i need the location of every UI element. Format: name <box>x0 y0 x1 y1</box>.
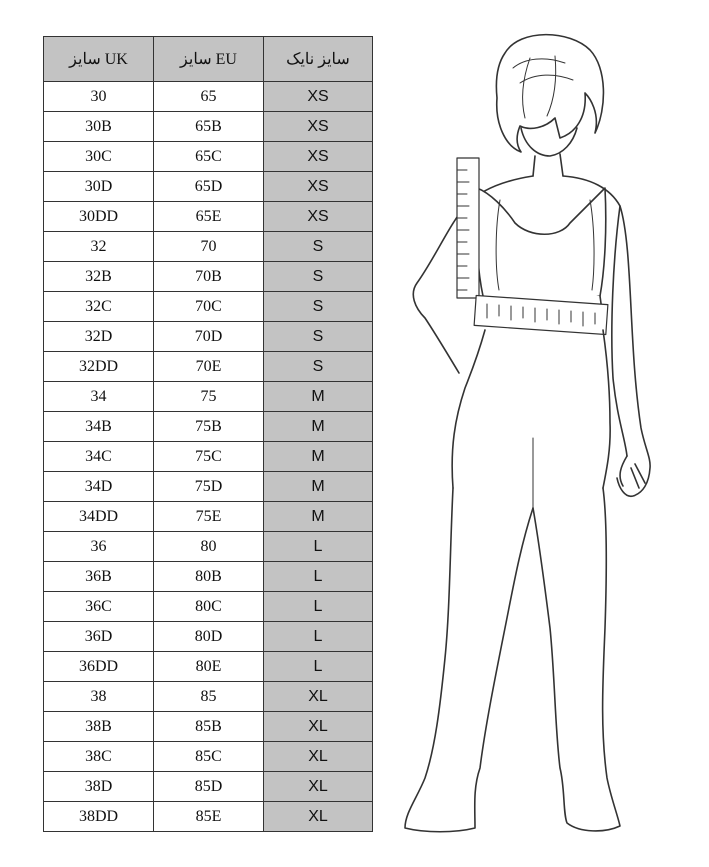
table-row <box>44 262 373 292</box>
table-row <box>44 622 373 652</box>
cell-uk: 32C <box>44 292 154 322</box>
cell-eu: 80D <box>154 622 264 652</box>
table-header-row <box>44 37 373 82</box>
cell-eu: 75E <box>154 502 264 532</box>
cell-nike: L <box>264 562 373 592</box>
header-uk: سایز UK <box>44 37 154 82</box>
cell-nike: M <box>264 502 373 532</box>
table-row <box>44 142 373 172</box>
cell-nike: XL <box>264 802 373 832</box>
table-row <box>44 202 373 232</box>
cell-uk: 32B <box>44 262 154 292</box>
cell-eu: 75D <box>154 472 264 502</box>
cell-nike: L <box>264 532 373 562</box>
table-row <box>44 172 373 202</box>
cell-eu: 70D <box>154 322 264 352</box>
cell-nike: L <box>264 622 373 652</box>
cell-uk: 34B <box>44 412 154 442</box>
cell-eu: 70E <box>154 352 264 382</box>
cell-nike: M <box>264 442 373 472</box>
cell-uk: 30 <box>44 82 154 112</box>
cell-eu: 80E <box>154 652 264 682</box>
cell-uk: 38 <box>44 682 154 712</box>
cell-uk: 36 <box>44 532 154 562</box>
cell-uk: 30B <box>44 112 154 142</box>
table-row <box>44 232 373 262</box>
table-row <box>44 382 373 412</box>
cell-uk: 34 <box>44 382 154 412</box>
table-row <box>44 82 373 112</box>
cell-uk: 36C <box>44 592 154 622</box>
cell-nike: XL <box>264 742 373 772</box>
cell-eu: 70B <box>154 262 264 292</box>
woman-measuring-tape-icon <box>395 28 665 843</box>
cell-nike: XS <box>264 142 373 172</box>
table-row <box>44 772 373 802</box>
cell-eu: 65B <box>154 112 264 142</box>
cell-uk: 38B <box>44 712 154 742</box>
table-row <box>44 802 373 832</box>
cell-uk: 32DD <box>44 352 154 382</box>
cell-uk: 36B <box>44 562 154 592</box>
table-row <box>44 412 373 442</box>
cell-eu: 65 <box>154 82 264 112</box>
cell-nike: S <box>264 232 373 262</box>
cell-uk: 32D <box>44 322 154 352</box>
cell-eu: 85 <box>154 682 264 712</box>
table-row <box>44 652 373 682</box>
cell-nike: M <box>264 472 373 502</box>
table-row <box>44 682 373 712</box>
cell-eu: 65E <box>154 202 264 232</box>
cell-eu: 80 <box>154 532 264 562</box>
table-row <box>44 292 373 322</box>
cell-nike: XS <box>264 172 373 202</box>
cell-uk: 34DD <box>44 502 154 532</box>
cell-eu: 65D <box>154 172 264 202</box>
cell-eu: 85B <box>154 712 264 742</box>
cell-uk: 34C <box>44 442 154 472</box>
size-chart-table <box>43 36 373 832</box>
cell-nike: S <box>264 292 373 322</box>
cell-uk: 30DD <box>44 202 154 232</box>
table-row <box>44 742 373 772</box>
table-row <box>44 592 373 622</box>
cell-eu: 70 <box>154 232 264 262</box>
cell-nike: M <box>264 412 373 442</box>
table-row <box>44 502 373 532</box>
table-row <box>44 562 373 592</box>
cell-eu: 75 <box>154 382 264 412</box>
cell-eu: 85C <box>154 742 264 772</box>
cell-nike: S <box>264 352 373 382</box>
table-row <box>44 712 373 742</box>
table-row <box>44 532 373 562</box>
cell-nike: L <box>264 592 373 622</box>
cell-eu: 75B <box>154 412 264 442</box>
cell-eu: 65C <box>154 142 264 172</box>
header-nike: سایز نایک <box>264 37 373 82</box>
cell-nike: XL <box>264 682 373 712</box>
cell-uk: 38C <box>44 742 154 772</box>
cell-uk: 30D <box>44 172 154 202</box>
cell-uk: 38DD <box>44 802 154 832</box>
cell-nike: XS <box>264 112 373 142</box>
cell-uk: 36DD <box>44 652 154 682</box>
cell-nike: XL <box>264 772 373 802</box>
table-row <box>44 352 373 382</box>
cell-nike: L <box>264 652 373 682</box>
table-row <box>44 442 373 472</box>
table-row <box>44 112 373 142</box>
cell-uk: 30C <box>44 142 154 172</box>
cell-nike: XL <box>264 712 373 742</box>
cell-nike: M <box>264 382 373 412</box>
cell-eu: 80C <box>154 592 264 622</box>
cell-eu: 75C <box>154 442 264 472</box>
header-eu: سایز EU <box>154 37 264 82</box>
cell-eu: 70C <box>154 292 264 322</box>
cell-uk: 34D <box>44 472 154 502</box>
cell-eu: 85D <box>154 772 264 802</box>
cell-eu: 80B <box>154 562 264 592</box>
cell-nike: S <box>264 322 373 352</box>
cell-eu: 85E <box>154 802 264 832</box>
table-row <box>44 322 373 352</box>
cell-uk: 32 <box>44 232 154 262</box>
table-row <box>44 472 373 502</box>
cell-nike: XS <box>264 202 373 232</box>
cell-uk: 36D <box>44 622 154 652</box>
cell-nike: XS <box>264 82 373 112</box>
cell-uk: 38D <box>44 772 154 802</box>
cell-nike: S <box>264 262 373 292</box>
